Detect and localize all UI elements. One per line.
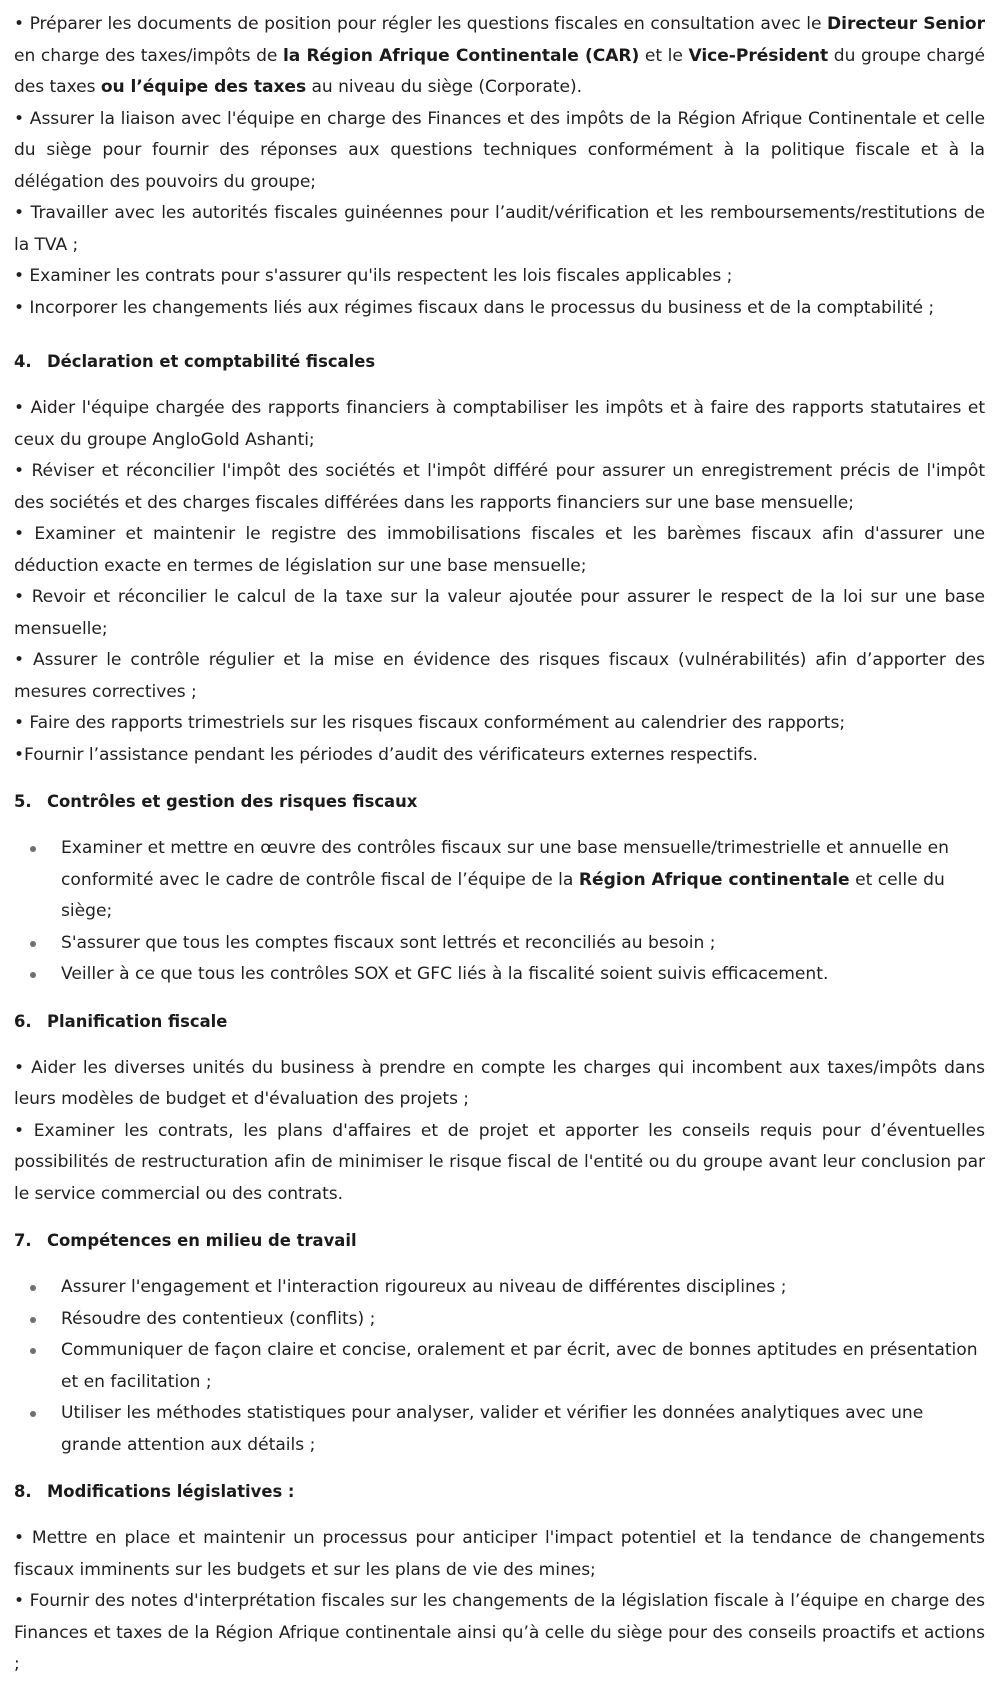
text-run: • Aider l'équipe chargée des rapports financiers à comptabiliser les impôts et à faire des rapports statutaires et ceux du groupe AngloGold Ashanti; <box>14 398 985 450</box>
spacer <box>14 1504 985 1523</box>
section-heading-6 <box>14 1010 985 1034</box>
bullet-dot-icon <box>30 1317 36 1323</box>
bullet-dot-icon <box>30 1285 36 1291</box>
section-heading-7 <box>14 1229 985 1253</box>
bullet-paragraph <box>14 1586 985 1681</box>
bullet-dot-icon <box>30 972 36 978</box>
bullet-paragraph <box>14 104 985 199</box>
bullet-paragraph <box>14 9 985 104</box>
text-run: • Travailler avec les autorités fiscales guinéennes pour l’audit/vérification et les remboursements/restitutions de la TVA ; <box>14 203 985 255</box>
list-item <box>14 1272 985 1304</box>
spacer <box>14 1253 985 1272</box>
spacer <box>14 374 985 393</box>
bullet-paragraph <box>14 1053 985 1116</box>
text-run: en charge des taxes/impôts de <box>14 45 283 66</box>
text-run: • Assurer le contrôle régulier et la mise en évidence des risques fiscaux (vulnérabilités) afin d’apporter des mesures correctives ; <box>14 650 985 702</box>
text-run: et celle du siège; <box>61 869 945 921</box>
text-run: • Fournir des notes d'interprétation fiscales sur les changements de la législation fiscale à l’équipe en charge des Finances et taxes de la Région Afrique continentale ainsi qu’à celle du siège pour des conseils proactifs et actions ; <box>14 1591 985 1674</box>
section-number: 8. <box>14 1482 32 1501</box>
text-run: Communiquer de façon claire et concise, oralement et par écrit, avec de bonnes aptitudes en présentation et en facilitation ; <box>61 1340 978 1392</box>
section-number: 7. <box>14 1231 32 1250</box>
bullet-dot-icon <box>30 1348 36 1354</box>
list-item <box>14 959 985 991</box>
text-run: • Préparer les documents de position pour régler les questions fiscales en consultation avec le <box>14 14 827 34</box>
list-item-text <box>61 1340 978 1392</box>
bullet-paragraph <box>14 1116 985 1211</box>
list-item-text <box>61 1277 786 1297</box>
bold-text-run: ou l’équipe des taxes <box>100 77 307 97</box>
spacer <box>14 771 985 790</box>
text-run: S'assurer que tous les comptes fiscaux sont lettrés et reconciliés au besoin ; <box>61 932 716 953</box>
section-title: Planification fiscale <box>47 1011 228 1031</box>
text-run: Veiller à ce que tous les contrôles SOX et GFC liés à la fiscalité soient suivis efficacement. <box>61 964 829 984</box>
list-item <box>14 833 985 928</box>
spacer <box>14 1034 985 1053</box>
bullet-paragraph <box>14 740 985 772</box>
section-title: Modifications législatives : <box>47 1482 295 1501</box>
bullet-list-section-7 <box>14 1272 985 1461</box>
text-run: • Examiner les contrats pour s'assurer qu'ils respectent les lois fiscales applicables ; <box>14 266 733 286</box>
section-number: 4. <box>14 352 32 371</box>
text-run: • Aider les diverses unités du business à prendre en compte les charges qui incombent aux taxes/impôts dans leurs modèles de budget et d'évaluation des projets ; <box>14 1057 985 1109</box>
spacer <box>14 991 985 1010</box>
section-number: 5. <box>14 792 32 811</box>
spacer <box>14 1461 985 1480</box>
bold-text-run: Région Afrique continentale <box>578 869 850 890</box>
bullet-paragraph <box>14 198 985 261</box>
list-item-text <box>61 838 949 921</box>
bullet-paragraph <box>14 645 985 708</box>
spacer <box>14 1210 985 1229</box>
list-item <box>14 928 985 960</box>
bullet-dot-icon <box>30 1411 36 1417</box>
bullet-paragraph <box>14 519 985 582</box>
section-title: Déclaration et comptabilité fiscales <box>47 352 376 371</box>
bullet-dot-icon <box>30 846 36 852</box>
text-run: • Faire des rapports trimestriels sur les risques fiscaux conformément au calendrier des rapports; <box>14 713 846 733</box>
list-item <box>14 1304 985 1336</box>
text-run: • Examiner les contrats, les plans d'affaires et de projet et apporter les conseils requis pour d’éventuelles possibilités de restructuration afin de minimiser le risque fiscal de l'entité ou du groupe avant leur conclusion par le service commercial ou des contrats. <box>14 1120 985 1204</box>
bullet-paragraph <box>14 293 985 325</box>
text-run: du groupe chargé des taxes <box>14 45 986 97</box>
text-run: • Examiner et maintenir le registre des immobilisations fiscales et les barèmes fiscaux afin d'assurer une déduction exacte en termes de législation sur une base mensuelle; <box>14 524 985 576</box>
text-run: et le <box>639 45 689 66</box>
bold-text-run: Directeur Senior <box>827 14 986 34</box>
bullet-paragraph <box>14 261 985 293</box>
section-heading-8 <box>14 1480 985 1504</box>
text-run: •Fournir l’assistance pendant les périodes d’audit des vérificateurs externes respectifs. <box>14 744 758 765</box>
text-run: • Mettre en place et maintenir un processus pour anticiper l'impact potentiel et la tendance de changements fiscaux imminents sur les budgets et sur les plans de vie des mines; <box>14 1528 985 1580</box>
text-run: Assurer l'engagement et l'interaction rigoureux au niveau de différentes disciplines ; <box>61 1277 787 1297</box>
bullet-dot-icon <box>30 941 36 947</box>
text-run: Examiner et mettre en œuvre des contrôles fiscaux sur une base mensuelle/trimestrielle et annuelle en conformité avec le cadre de contrôle fiscal de l’équipe de la <box>61 838 949 890</box>
list-item-text <box>61 964 828 984</box>
section-heading-5 <box>14 790 985 814</box>
section-heading-4 <box>14 350 985 374</box>
list-item <box>14 1335 985 1398</box>
section-number: 6. <box>14 1011 32 1031</box>
list-item-text <box>61 1403 923 1455</box>
bullet-paragraph <box>14 1523 985 1586</box>
spacer <box>14 814 985 833</box>
bullet-paragraph <box>14 582 985 645</box>
section-title: Contrôles et gestion des risques fiscaux <box>47 792 418 811</box>
bold-text-run: Vice-Président <box>688 45 829 66</box>
bullet-list-section-5 <box>14 833 985 991</box>
list-item-text <box>61 1309 375 1329</box>
list-item-text <box>61 933 716 953</box>
text-run: Utiliser les méthodes statistiques pour analyser, valider et vérifier les données analytiques avec une grande attention aux détails ; <box>61 1403 924 1455</box>
text-run: • Assurer la liaison avec l'équipe en charge des Finances et des impôts de la Région Afrique Continentale et celle du siège pour fournir des réponses aux questions techniques conformément à la politique fiscale et à la délégation des pouvoirs du groupe; <box>14 108 985 192</box>
text-run: Résoudre des contentieux (conflits) ; <box>61 1308 376 1329</box>
bold-text-run: la Région Afrique Continentale (CAR) <box>283 45 640 66</box>
text-run: • Réviser et réconcilier l'impôt des sociétés et l'impôt différé pour assurer un enregistrement précis de l'impôt des sociétés et des charges fiscales différées dans les rapports financiers sur une base mensuelle; <box>14 461 985 513</box>
text-run: • Revoir et réconcilier le calcul de la taxe sur la valeur ajoutée pour assurer le respect de la loi sur une base mensuelle; <box>14 587 985 639</box>
text-run: au niveau du siège (Corporate). <box>306 77 582 97</box>
list-item <box>14 1398 985 1461</box>
bullet-paragraph <box>14 456 985 519</box>
spacer <box>14 324 985 350</box>
bullet-paragraph <box>14 393 985 456</box>
section-title: Compétences en milieu de travail <box>47 1231 357 1250</box>
bullet-paragraph <box>14 708 985 740</box>
text-run: • Incorporer les changements liés aux régimes fiscaux dans le processus du business et de la comptabilité ; <box>14 297 935 318</box>
